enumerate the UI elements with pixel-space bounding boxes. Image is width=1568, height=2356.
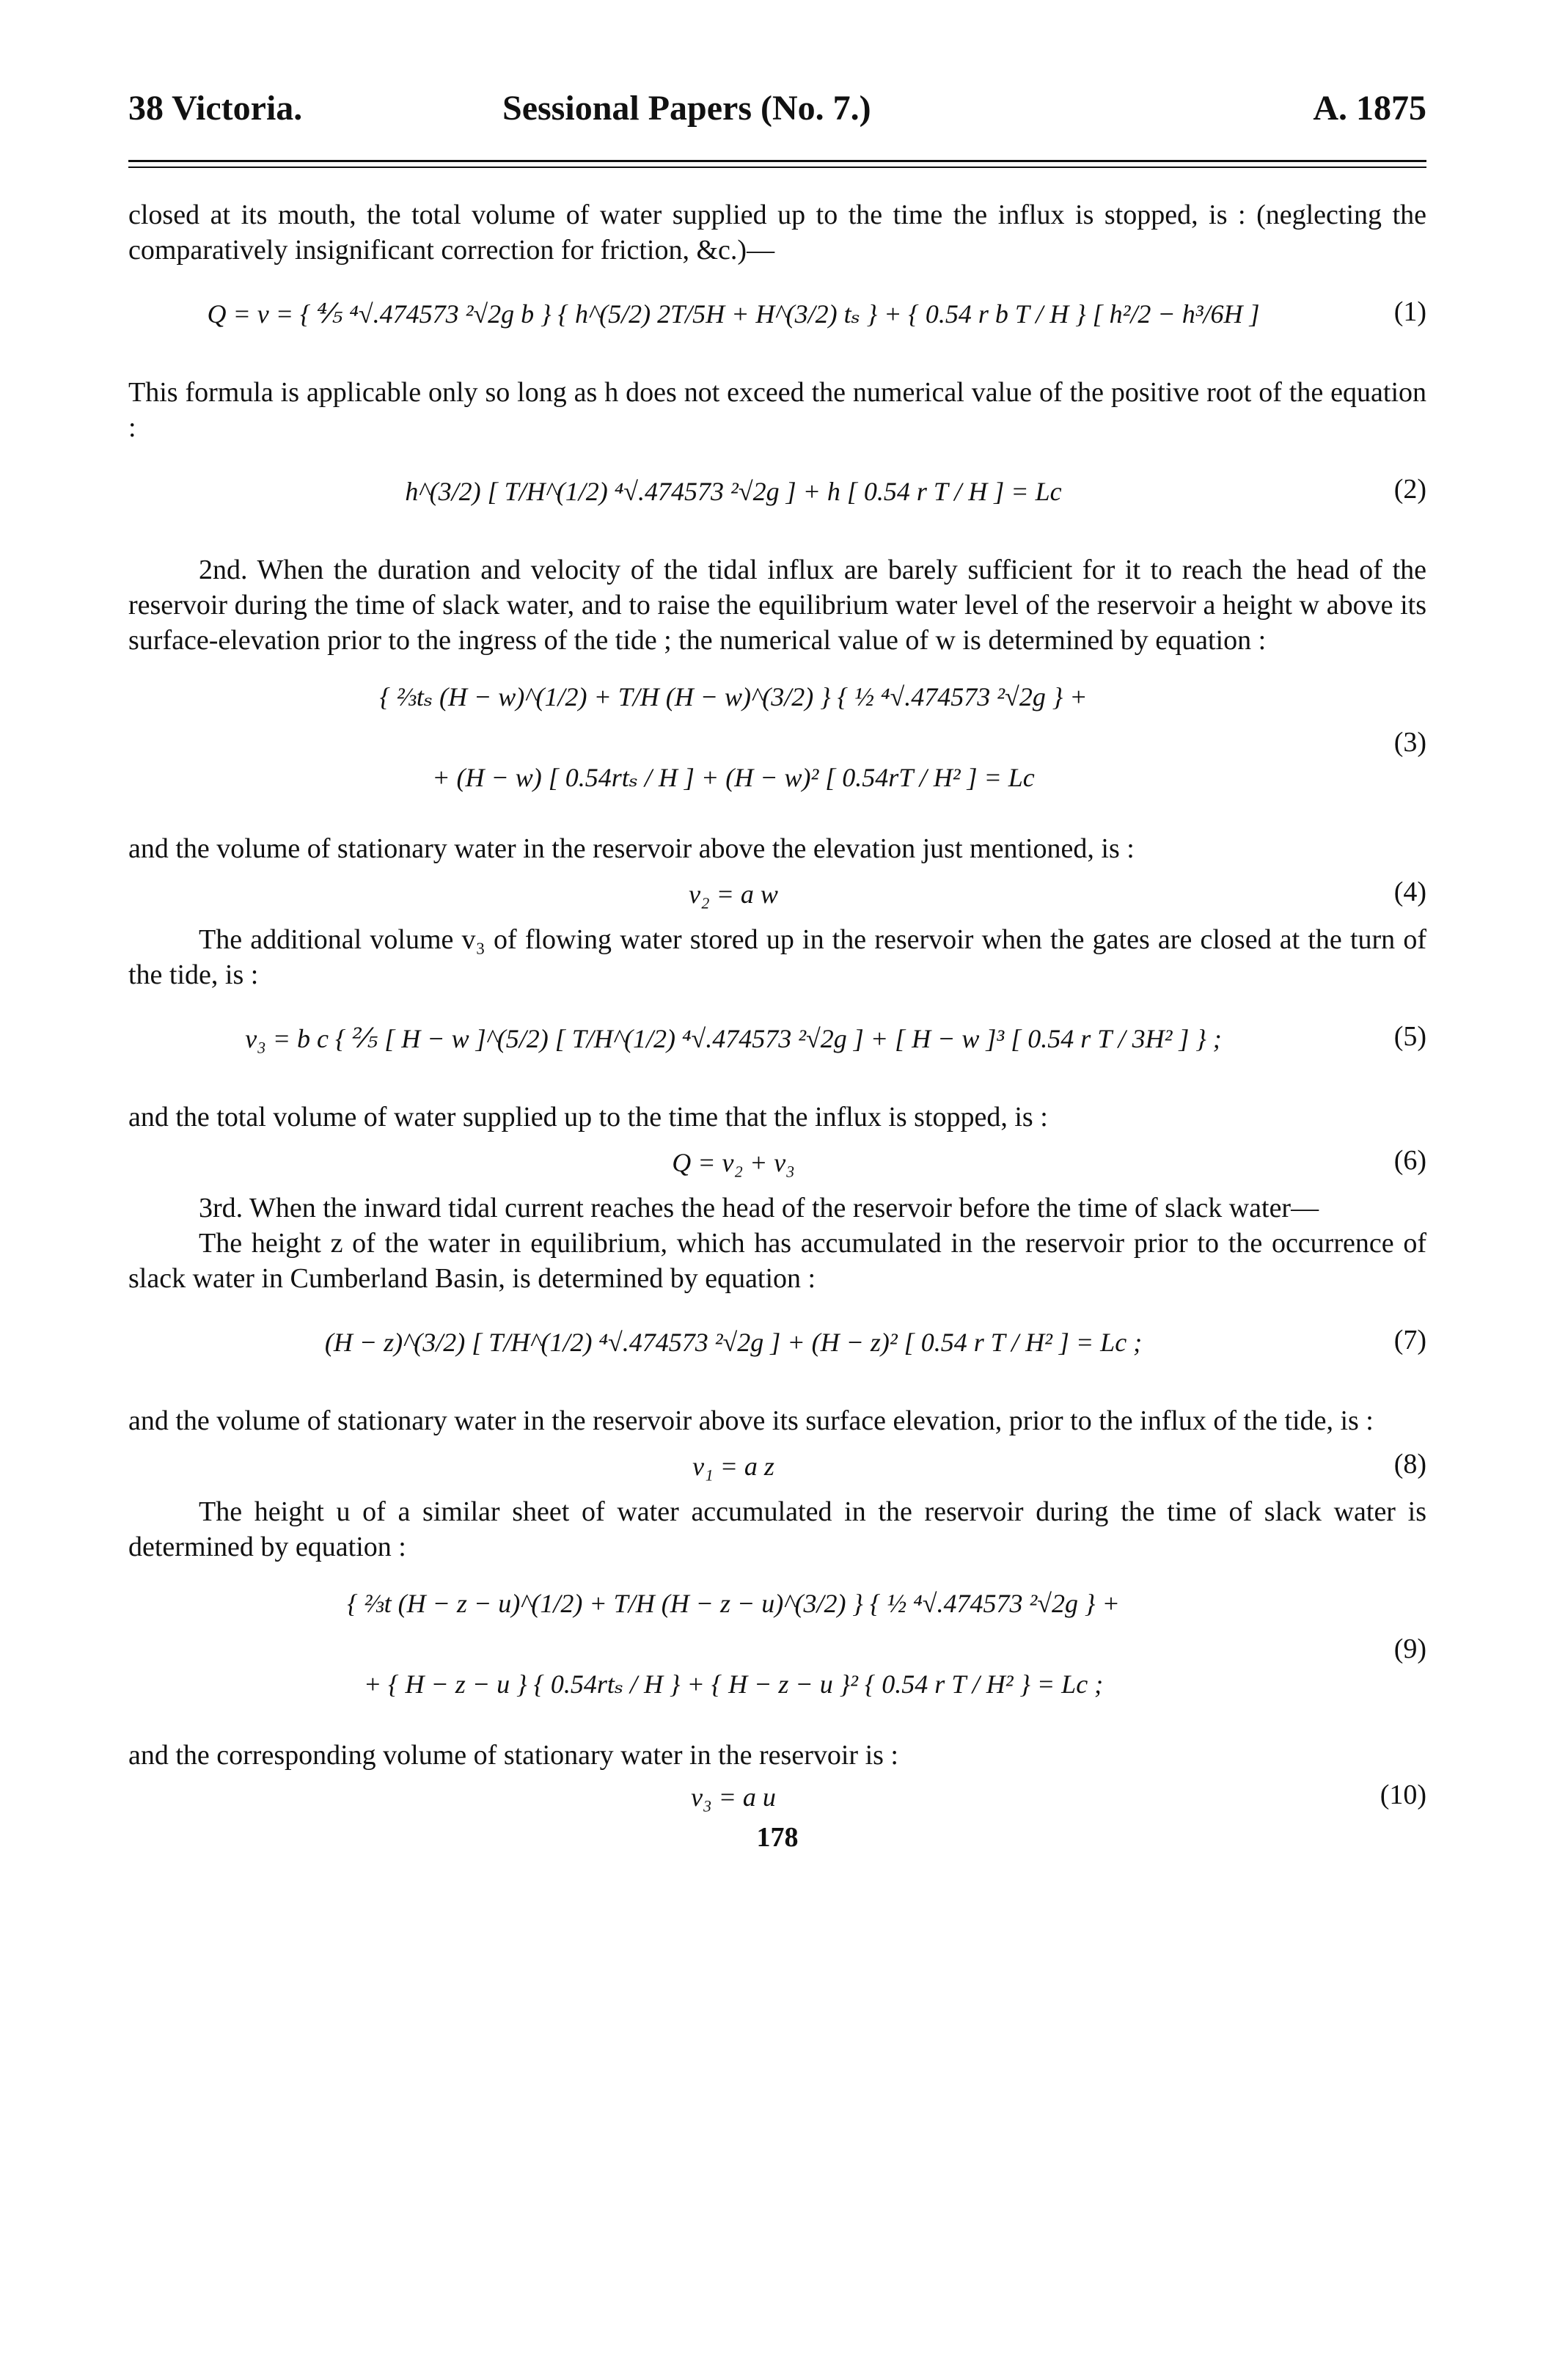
equation-5-row — [128, 998, 1426, 1094]
paragraph-applicability: This formula is applicable only so long as h does not exceed the numerical value of the positive root of the equation : — [128, 377, 1426, 443]
equation-4-row — [128, 872, 1426, 916]
equation-2: h^(3/2) [ T/H^(1/2) ⁴√.474573 ²√2g ] + h [ 0.54 r T / H ] = Lc — [405, 477, 1062, 506]
equation-3-line-1: { ⅔tₛ (H − w)^(1/2) + T/H (H − w)^(3/2) } { ½ ⁴√.474573 ²√2g } + — [379, 682, 1088, 711]
paragraph-third-case: 3rd. When the inward tidal current reaches the head of the reservoir before the time of slack water— — [199, 1193, 1319, 1223]
paragraph-equilibrium-height: The height z of the water in equilibrium, which has accumulated in the reservoir prior to the occurrence of slack water in Cumberland Basin, is determined by equation : — [128, 1228, 1426, 1294]
paragraph-second-case: 2nd. When the duration and velocity of the tidal influx are barely sufficient for it to reach the head of the reservoir during the time of slack water, and to raise the equilibrium water level of the reservoir a height w above its surface-elevation prior to the ingress of the tide ; the numerical value of w is determined by equation : — [128, 555, 1426, 656]
header-rule-secondary — [128, 167, 1426, 168]
paragraph-additional-volume: The additional volume v₃ of flowing water stored up in the reservoir when the gates are closed at the turn of the tide, is : — [128, 924, 1426, 990]
running-header — [128, 88, 1426, 147]
equation-number: (5) — [1393, 1021, 1426, 1052]
equation-2-row — [128, 451, 1426, 546]
equation-1: Q = v = { ⅘ ⁴√.474573 ²√2g b } { h^(5/2) 2T/5H + H^(3/2) tₛ } + { 0.54 r b T / H } [ h²/2 − h³/6H ] — [207, 299, 1260, 329]
equation-4: v₂ = a w — [689, 879, 778, 909]
equation-3-row — [128, 664, 1426, 825]
paragraph-corresponding-volume: and the corresponding volume of stationary water in the reservoir is : — [128, 1740, 898, 1771]
equation-number: (10) — [1380, 1779, 1426, 1810]
equation-number: (7) — [1393, 1325, 1426, 1356]
paragraph-total-volume: and the total volume of water supplied up to the time that the influx is stopped, is : — [128, 1102, 1048, 1133]
paragraph-intro: closed at its mouth, the total volume of water supplied up to the time the influx is stopped, is : (neglecting the comparatively insignificant correction for friction, &c.)— — [128, 200, 1426, 266]
equation-number: (3) — [1393, 727, 1426, 758]
paragraph-height-u: The height u of a similar sheet of water accumulated in the reservoir during the time of slack water is determined by equation : — [128, 1496, 1426, 1562]
equation-number: (8) — [1393, 1449, 1426, 1479]
equation-6-row — [128, 1141, 1426, 1185]
equation-6: Q = v₂ + v₃ — [672, 1148, 795, 1177]
page-number: 178 — [756, 1822, 799, 1853]
header-volume: 38 Victoria. — [128, 89, 303, 128]
equation-10: v₃ = a u — [691, 1782, 776, 1812]
document-page — [128, 88, 1426, 1854]
equation-number: (2) — [1393, 474, 1426, 505]
equation-number: (1) — [1393, 296, 1426, 327]
equation-5: v₃ = b c { ⅖ [ H − w ]^(5/2) [ T/H^(1/2) ⁴√.474573 ²√2g ] + [ H − w ]³ [ 0.54 r T / 3H² ] } ; — [245, 1024, 1222, 1053]
paragraph-stationary-prior: and the volume of stationary water in the reservoir above its surface elevation, prior to the influx of the tide, is : — [128, 1405, 1374, 1436]
equation-10-row — [128, 1779, 1426, 1815]
equation-7: (H − z)^(3/2) [ T/H^(1/2) ⁴√.474573 ²√2g ] + (H − z)² [ 0.54 r T / H² ] = Lc ; — [324, 1328, 1143, 1357]
equation-9-row — [128, 1570, 1426, 1732]
equation-number: (9) — [1393, 1634, 1426, 1664]
equation-8-row — [128, 1444, 1426, 1488]
equation-1-row — [128, 274, 1426, 369]
equation-number: (4) — [1393, 877, 1426, 907]
equation-9-line-1: { ⅔t (H − z − u)^(1/2) + T/H (H − z − u)^(3/2) } { ½ ⁴√.474573 ²√2g } + — [347, 1589, 1120, 1618]
equation-9-line-2: + { H − z − u } { 0.54rtₛ / H } + { H − z − u }² { 0.54 r T / H² } = Lc ; — [363, 1669, 1104, 1699]
header-title: Sessional Papers (No. 7.) — [502, 89, 871, 128]
equation-3-line-2: + (H − w) [ 0.54rtₛ / H ] + (H − w)² [ 0.54rT / H² ] = Lc — [432, 763, 1035, 792]
paragraph-stationary-volume: and the volume of stationary water in the reservoir above the elevation just mentioned, is : — [128, 833, 1135, 864]
header-year: A. 1875 — [1313, 89, 1426, 128]
header-rule — [128, 160, 1426, 162]
equation-7-row — [128, 1302, 1426, 1397]
equation-8: v₁ = a z — [692, 1452, 774, 1481]
equation-number: (6) — [1393, 1145, 1426, 1176]
